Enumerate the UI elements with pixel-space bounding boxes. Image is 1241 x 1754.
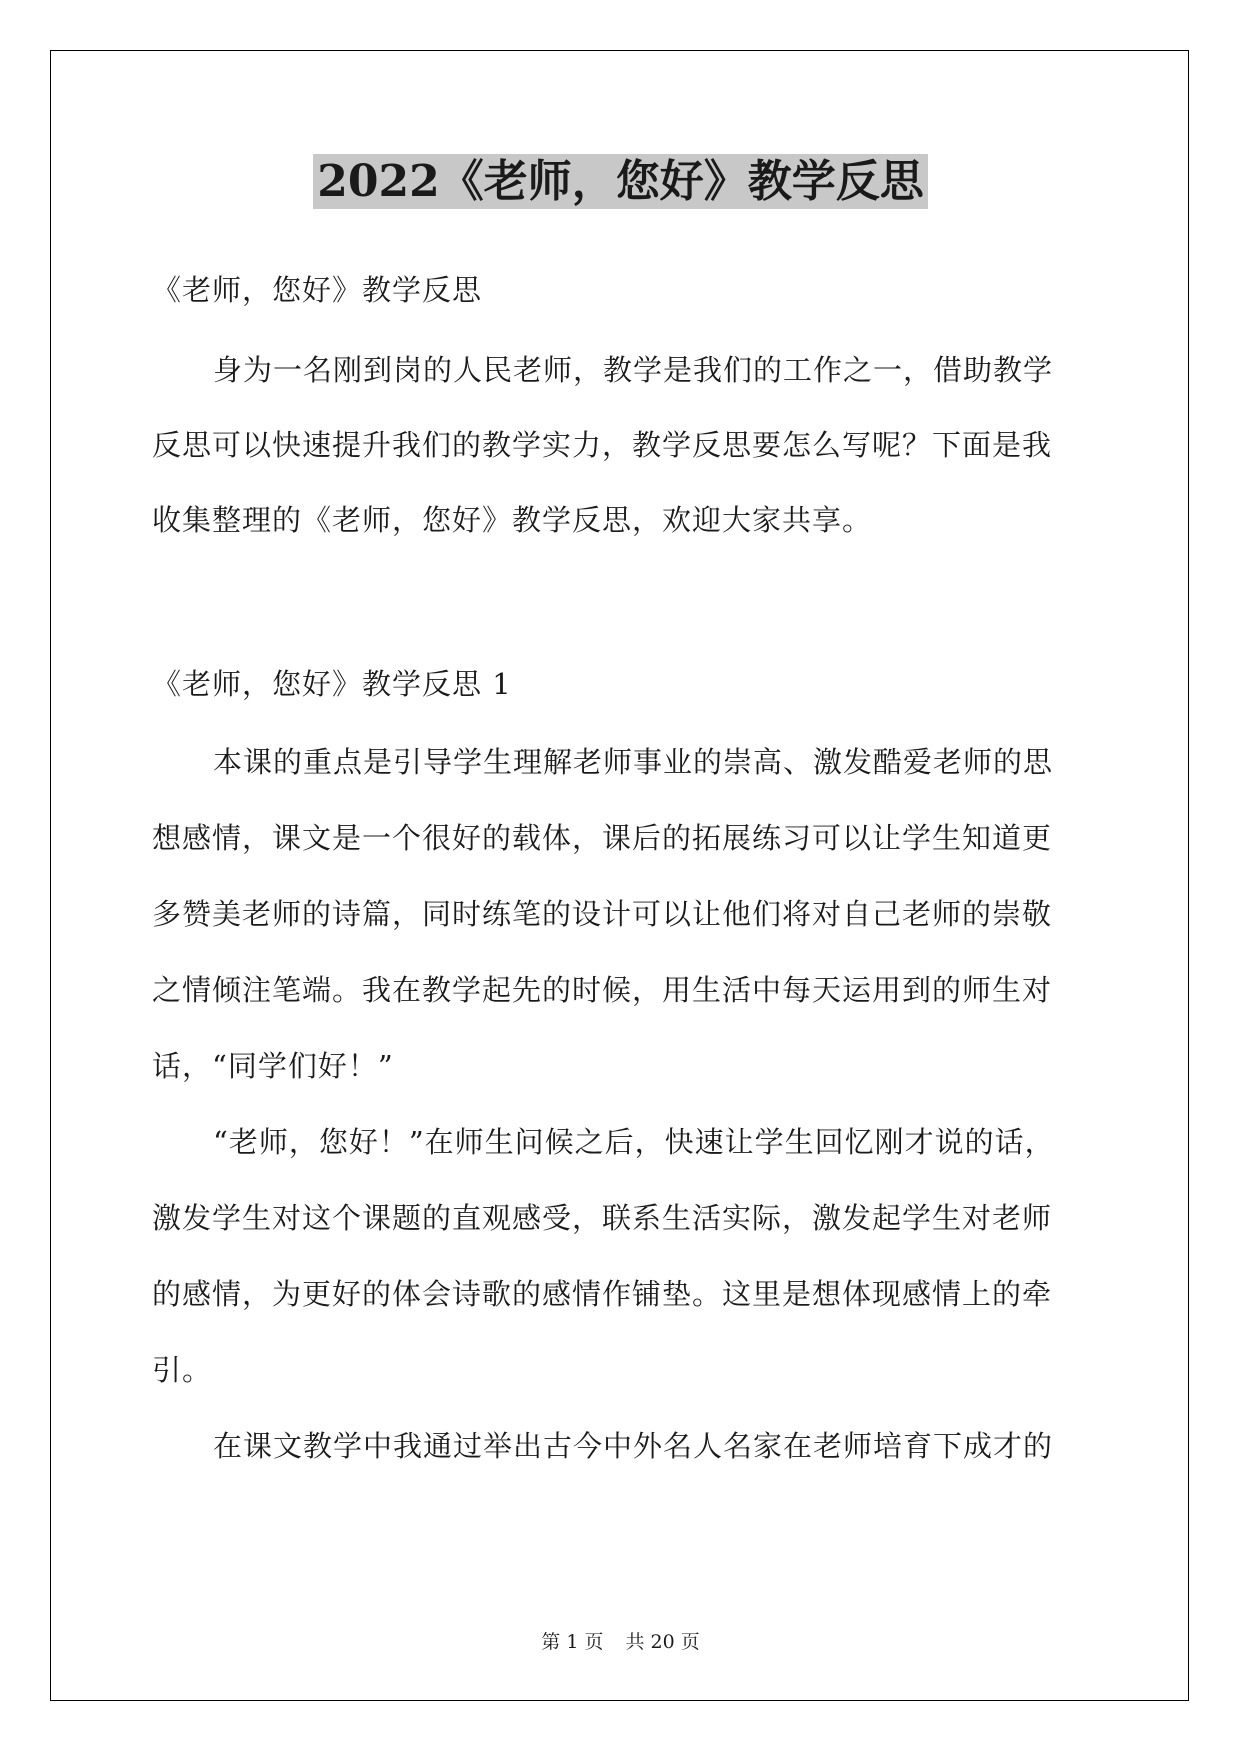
paragraph-line: 的感情，为更好的体会诗歌的感情作铺垫。这里是想体现感情上的牵 (152, 1277, 1053, 1311)
paragraph-line: 引。 (152, 1353, 213, 1387)
paragraph-line: 身为一名刚到岗的人民老师，教学是我们的工作之一，借助教学 (213, 353, 1054, 387)
document-title (0, 150, 1241, 214)
paragraph-line: 在课文教学中我通过举出古今中外名人名家在老师培育下成才的 (213, 1429, 1054, 1463)
paragraph-line: 收集整理的《老师，您好》教学反思，欢迎大家共享。 (152, 503, 873, 537)
page-footer (0, 1630, 1241, 1654)
paragraph-line: 反思可以快速提升我们的教学实力，教学反思要怎么写呢？下面是我 (152, 428, 1053, 462)
page-number: 第 1 页 (541, 1631, 604, 1653)
paragraph-line: “老师，您好！”在师生问候之后，快速让学生回忆刚才说的话， (213, 1125, 1055, 1159)
paragraph-line: 话，“同学们好！” (152, 1049, 394, 1083)
paragraph-line: 本课的重点是引导学生理解老师事业的崇高、激发酷爱老师的思 (213, 745, 1054, 779)
page-total: 共 20 页 (625, 1631, 700, 1653)
section-heading: 《老师，您好》教学反思 1 (152, 667, 512, 701)
paragraph-line: 之情倾注笔端。我在教学起先的时候，用生活中每天运用到的师生对 (152, 973, 1053, 1007)
section-heading: 《老师，您好》教学反思 (152, 273, 483, 307)
title-text: 2022《老师，您好》教学反思 (313, 154, 927, 209)
paragraph-line: 激发学生对这个课题的直观感受，联系生活实际，激发起学生对老师 (152, 1201, 1053, 1235)
paragraph-line: 想感情，课文是一个很好的载体，课后的拓展练习可以让学生知道更 (152, 821, 1053, 855)
paragraph-line: 多赞美老师的诗篇，同时练笔的设计可以让他们将对自己老师的崇敬 (152, 897, 1053, 931)
